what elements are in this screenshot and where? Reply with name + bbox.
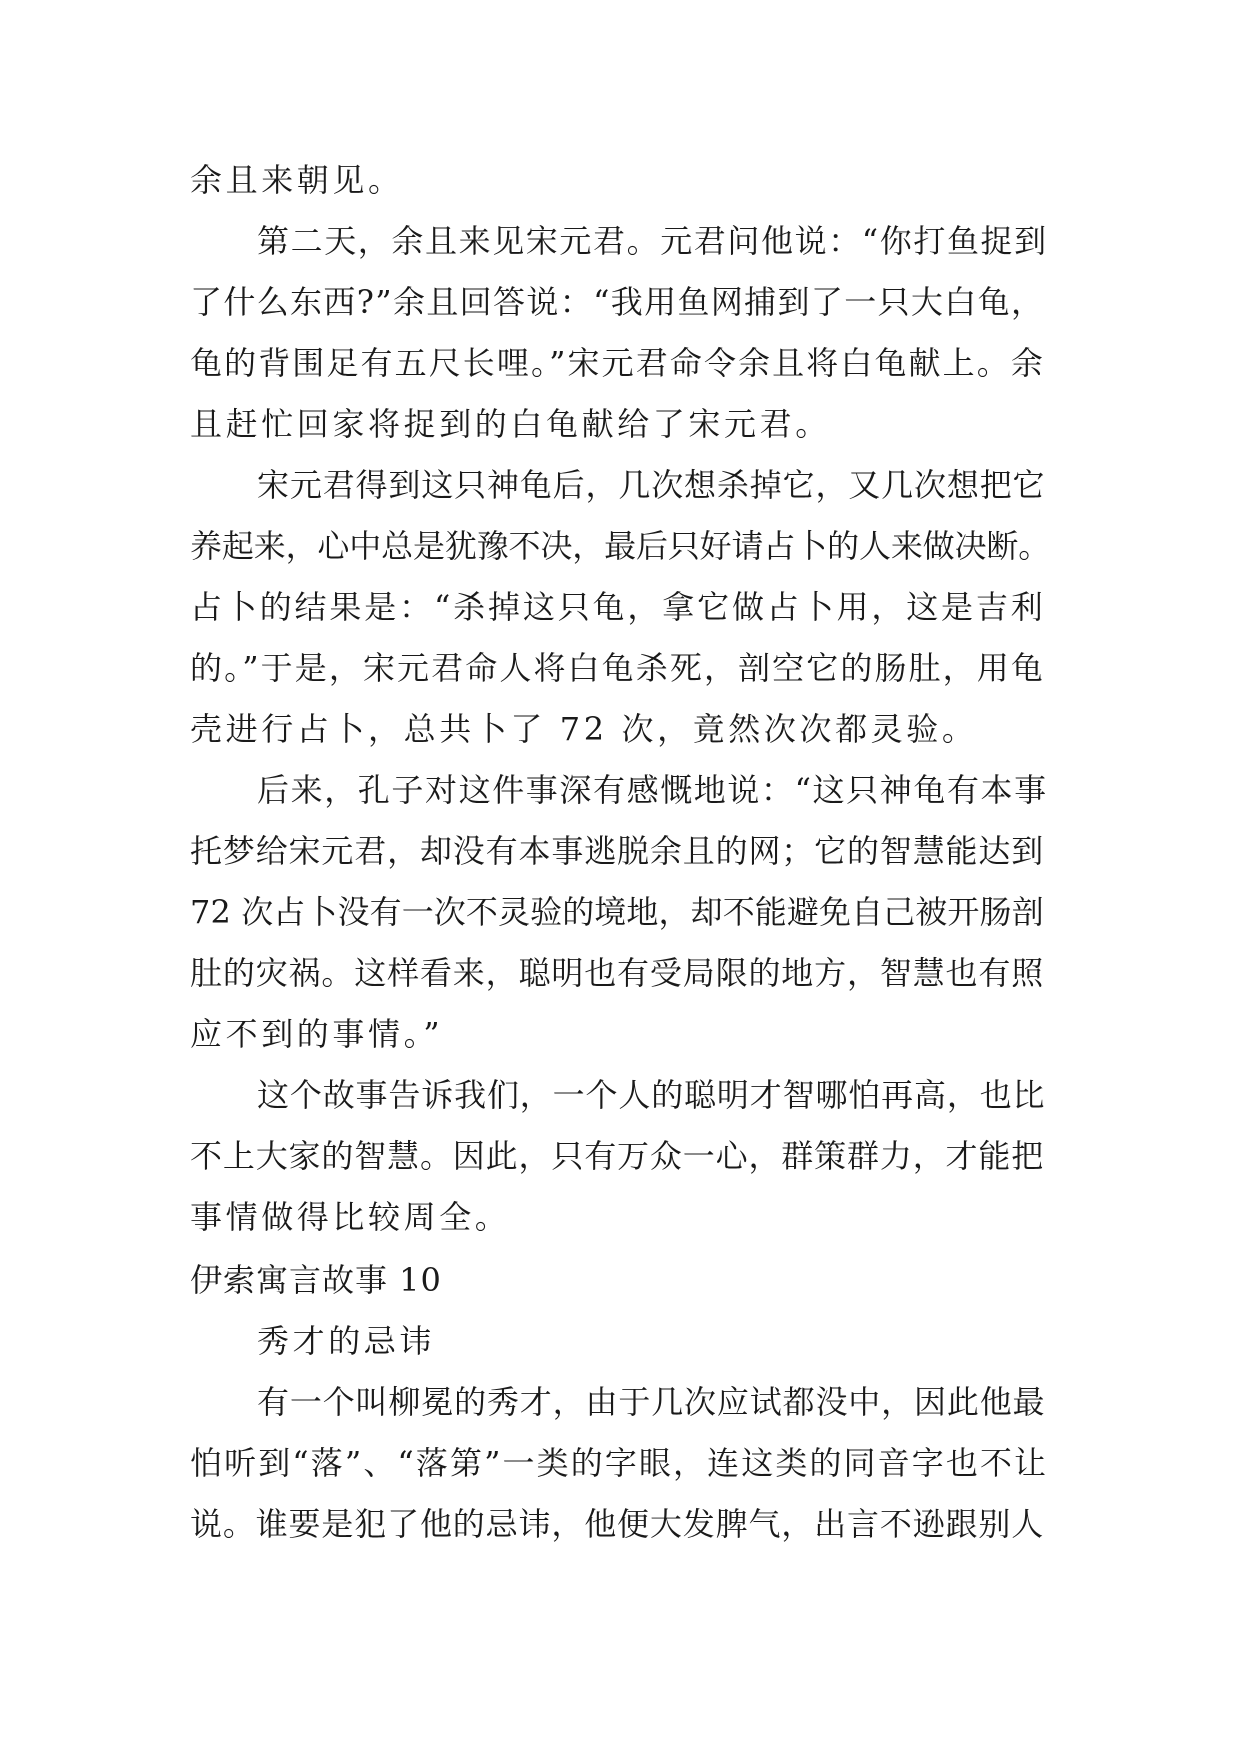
paragraph-line: 事情做得比较周全。 — [190, 1198, 511, 1236]
paragraph-line: 第二天，余且来见宋元君。元君问他说：“你打鱼捉到 — [257, 222, 1048, 260]
paragraph-line: 龟的背围足有五尺长哩。”宋元君命令余且将白龟献上。余 — [190, 344, 1045, 382]
paragraph-line: 怕听到“落”、“落第”一类的字眼，连这类的同音字也不让 — [190, 1444, 1049, 1482]
story-subtitle: 秀才的忌讳 — [257, 1322, 436, 1360]
paragraph-line: 应不到的事情。” — [190, 1015, 444, 1053]
paragraph-line: 有一个叫柳冕的秀才，由于几次应试都没中，因此他最 — [257, 1383, 1046, 1421]
paragraph-line: 说。谁要是犯了他的忌讳，他便大发脾气，出言不逊跟别人 — [190, 1505, 1045, 1543]
paragraph-line: 肚的灾祸。这样看来，聪明也有受局限的地方，智慧也有照 — [190, 954, 1045, 992]
paragraph-line: 了什么东西?”余且回答说：“我用鱼网捕到了一只大白龟， — [190, 283, 1045, 321]
next-story-block — [190, 1250, 1050, 1555]
paragraph-line: 托梦给宋元君，却没有本事逃脱余且的网；它的智慧能达到 — [190, 832, 1045, 870]
paragraph-line: 占卜的结果是：“杀掉这只龟，拿它做占卜用，这是吉利 — [190, 588, 1046, 626]
paragraph-line: 不上大家的智慧。因此，只有万众一心，群策群力，才能把 — [190, 1137, 1045, 1175]
paragraph-line: 宋元君得到这只神龟后，几次想杀掉它，又几次想把它 — [257, 466, 1046, 504]
paragraph-line: 且赶忙回家将捉到的白龟献给了宋元君。 — [190, 405, 831, 443]
paragraph-line: 壳进行占卜，总共卜了 72 次，竟然次次都灵验。 — [190, 710, 978, 748]
paragraph-line: 余且来朝见。 — [190, 161, 404, 199]
paragraph-line: 的。”于是，宋元君命人将白龟杀死，剖空它的肠肚，用龟 — [190, 649, 1045, 687]
section-heading: 伊索寓言故事 10 — [190, 1261, 442, 1299]
story-text-block — [190, 150, 1050, 1248]
paragraph-line: 72 次占卜没有一次不灵验的境地，却不能避免自己被开肠剖 — [190, 893, 1044, 931]
paragraph-line: 养起来，心中总是犹豫不决，最后只好请占卜的人来做决断。 — [190, 527, 1050, 565]
paragraph-line: 后来，孔子对这件事深有感慨地说：“这只神龟有本事 — [257, 771, 1048, 809]
paragraph-line: 这个故事告诉我们，一个人的聪明才智哪怕再高，也比 — [257, 1076, 1046, 1114]
